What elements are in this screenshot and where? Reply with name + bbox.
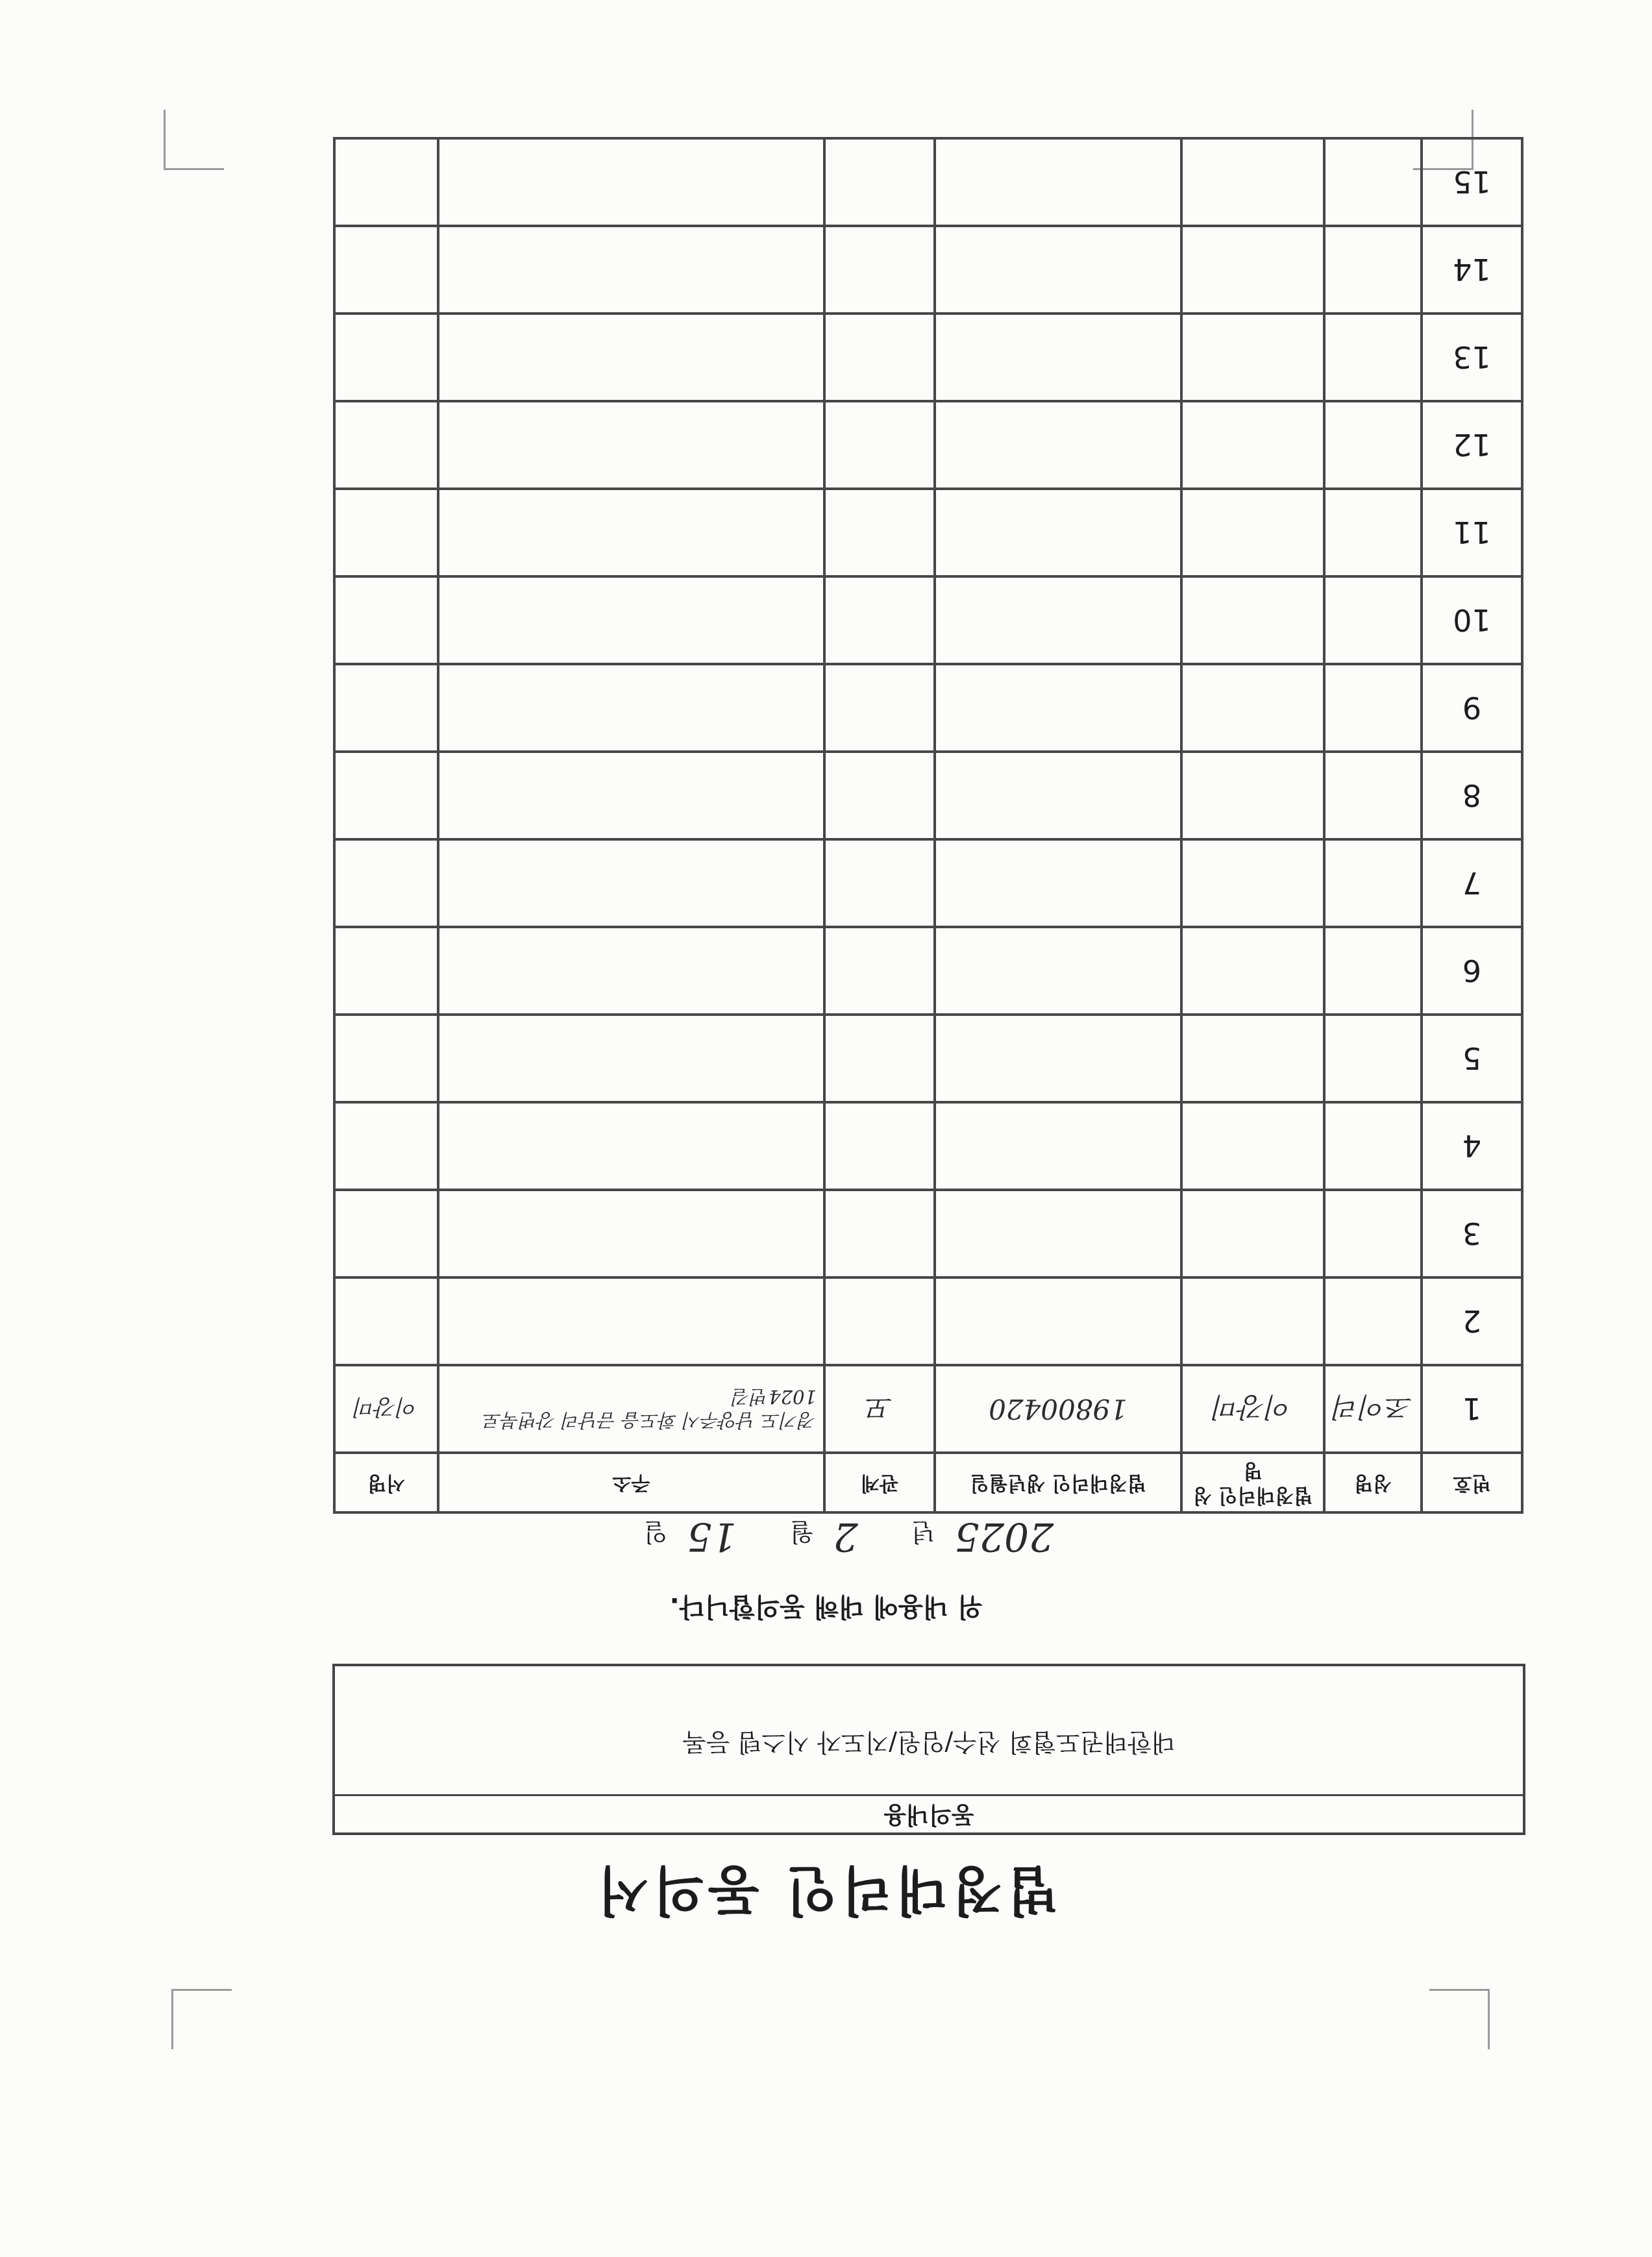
agreement-statement: 위 내용에 대해 동의합니다. [669, 1592, 983, 1622]
row-number-cell: 12 [1422, 401, 1522, 489]
guardian-name-cell [1181, 226, 1324, 314]
guardian-birthdate-cell [935, 401, 1181, 489]
relation-cell [824, 1190, 935, 1277]
relation-cell [824, 1277, 935, 1365]
address-cell [438, 401, 824, 489]
student-name-cell [1324, 314, 1422, 401]
relation-cell [824, 489, 935, 576]
guardian-birthdate-cell [935, 1102, 1181, 1190]
address-cell [438, 576, 824, 664]
address-cell [438, 752, 824, 839]
address-cell [438, 1190, 824, 1277]
date-day: 15 [687, 1514, 737, 1559]
signature-cell [334, 1015, 438, 1102]
signature-cell [334, 489, 438, 576]
student-name-cell [1324, 576, 1422, 664]
header-address: 주소 [438, 1453, 824, 1512]
student-name-cell [1324, 226, 1422, 314]
student-name-cell [1324, 489, 1422, 576]
address-cell [438, 314, 824, 401]
date-year: 2025 [954, 1514, 1054, 1559]
consent-body: 대한태권도협회 선수/임원/지도자 시스템 등록 [682, 1728, 1176, 1757]
student-name-cell [1324, 752, 1422, 839]
table-row [334, 1102, 1522, 1190]
address-cell [438, 226, 824, 314]
date-month: 2 [833, 1514, 858, 1559]
table-row [334, 1277, 1522, 1365]
signing-date [0, 1514, 1652, 1559]
guardian-birthdate-cell [935, 1190, 1181, 1277]
table-header-row [334, 1453, 1522, 1512]
header-guardian-birthdate: 법정대리인 생년월일 [935, 1453, 1181, 1512]
signature-cell [334, 138, 438, 226]
relation-cell [824, 839, 935, 927]
row-number-cell: 4 [1422, 1102, 1522, 1190]
guardian-name-cell: 이강미 [1181, 1365, 1324, 1453]
row-number-cell: 8 [1422, 752, 1522, 839]
signature-cell [334, 1190, 438, 1277]
guardian-birthdate-cell [935, 752, 1181, 839]
relation-cell [824, 664, 935, 752]
table-row [334, 1015, 1522, 1102]
header-name: 성명 [1324, 1453, 1422, 1512]
guardian-name-cell [1181, 576, 1324, 664]
relation-cell [824, 401, 935, 489]
signature-cell [334, 314, 438, 401]
relation-cell [824, 1015, 935, 1102]
row-number-cell: 10 [1422, 576, 1522, 664]
table-row [334, 927, 1522, 1015]
consent-box [332, 1664, 1525, 1835]
address-cell [438, 664, 824, 752]
table-row [334, 314, 1522, 401]
guardian-birthdate-cell [935, 1015, 1181, 1102]
header-number: 번호 [1422, 1453, 1522, 1512]
date-year-unit: 년 [911, 1518, 935, 1546]
row-number-cell: 7 [1422, 839, 1522, 927]
relation-cell: 모 [824, 1365, 935, 1453]
date-month-unit: 월 [789, 1518, 814, 1546]
guardian-birthdate-cell [935, 576, 1181, 664]
address-cell [438, 489, 824, 576]
table-row [334, 489, 1522, 576]
guardian-birthdate-cell: 19800420 [935, 1365, 1181, 1453]
student-name-cell [1324, 1015, 1422, 1102]
guardian-birthdate-cell [935, 664, 1181, 752]
signature-cell [334, 752, 438, 839]
relation-cell [824, 752, 935, 839]
table-row [334, 226, 1522, 314]
relation-cell [824, 138, 935, 226]
consent-heading: 동의내용 [335, 1794, 1523, 1832]
row-number-cell: 6 [1422, 927, 1522, 1015]
guardian-name-cell [1181, 314, 1324, 401]
address-cell [438, 138, 824, 226]
signature-cell [334, 1277, 438, 1365]
header-relation: 관계 [824, 1453, 935, 1512]
guardian-name-cell [1181, 401, 1324, 489]
guardian-name-cell [1181, 839, 1324, 927]
guardian-name-cell [1181, 138, 1324, 226]
student-name-cell [1324, 1190, 1422, 1277]
relation-cell [824, 927, 935, 1015]
document-title: 법정대리인 동의서 [593, 1859, 1059, 1921]
row-number-cell: 5 [1422, 1015, 1522, 1102]
guardian-birthdate-cell [935, 839, 1181, 927]
address-cell [438, 1102, 824, 1190]
date-day-unit: 일 [643, 1518, 668, 1546]
student-name-cell [1324, 839, 1422, 927]
row-number-cell: 13 [1422, 314, 1522, 401]
table-row [334, 138, 1522, 226]
student-name-cell: 조이리 [1324, 1365, 1422, 1453]
signature-cell [334, 401, 438, 489]
table-row [334, 401, 1522, 489]
address-cell [438, 927, 824, 1015]
crop-mark-top-right [171, 1989, 232, 2049]
relation-cell [824, 226, 935, 314]
guardian-birthdate-cell [935, 927, 1181, 1015]
row-number-cell: 15 [1422, 138, 1522, 226]
relation-cell [824, 576, 935, 664]
signature-cell [334, 927, 438, 1015]
signature-cell [334, 576, 438, 664]
guardian-name-cell [1181, 1102, 1324, 1190]
guardian-name-cell [1181, 489, 1324, 576]
table-row [334, 576, 1522, 664]
table-row [334, 664, 1522, 752]
guardian-name-cell [1181, 664, 1324, 752]
crop-mark-top-left [1429, 1989, 1490, 2049]
row-number-cell: 14 [1422, 226, 1522, 314]
student-name-cell [1324, 1277, 1422, 1365]
student-name-cell [1324, 1102, 1422, 1190]
guardian-name-cell [1181, 752, 1324, 839]
row-number-cell: 9 [1422, 664, 1522, 752]
guardian-birthdate-cell [935, 226, 1181, 314]
table-row [334, 1365, 1522, 1453]
relation-cell [824, 314, 935, 401]
row-number-cell: 11 [1422, 489, 1522, 576]
guardian-name-cell [1181, 1015, 1324, 1102]
guardian-birthdate-cell [935, 1277, 1181, 1365]
guardian-birthdate-cell [935, 138, 1181, 226]
row-number-cell: 1 [1422, 1365, 1522, 1453]
student-name-cell [1324, 401, 1422, 489]
guardian-name-cell [1181, 1277, 1324, 1365]
table-row [334, 839, 1522, 927]
guardian-table [333, 137, 1523, 1514]
signature-cell [334, 839, 438, 927]
address-cell [438, 839, 824, 927]
header-signature: 서명 [334, 1453, 438, 1512]
table-row [334, 1190, 1522, 1277]
signature-cell [334, 226, 438, 314]
signature-cell: 이강미 [334, 1365, 438, 1453]
header-guardian-name: 법정대리인 성명 [1181, 1453, 1324, 1512]
address-cell [438, 1277, 824, 1365]
signature-cell [334, 664, 438, 752]
relation-cell [824, 1102, 935, 1190]
signature-cell [334, 1102, 438, 1190]
student-name-cell [1324, 664, 1422, 752]
guardian-birthdate-cell [935, 314, 1181, 401]
guardian-name-cell [1181, 927, 1324, 1015]
guardian-birthdate-cell [935, 489, 1181, 576]
guardian-name-cell [1181, 1190, 1324, 1277]
row-number-cell: 2 [1422, 1277, 1522, 1365]
crop-mark-bottom-right [164, 110, 224, 170]
address-cell [438, 1015, 824, 1102]
student-name-cell [1324, 927, 1422, 1015]
table-row [334, 752, 1522, 839]
address-cell: 경기도 남양주시 화도읍 금남리 강변북로 1024번길 [438, 1365, 824, 1453]
student-name-cell [1324, 138, 1422, 226]
row-number-cell: 3 [1422, 1190, 1522, 1277]
